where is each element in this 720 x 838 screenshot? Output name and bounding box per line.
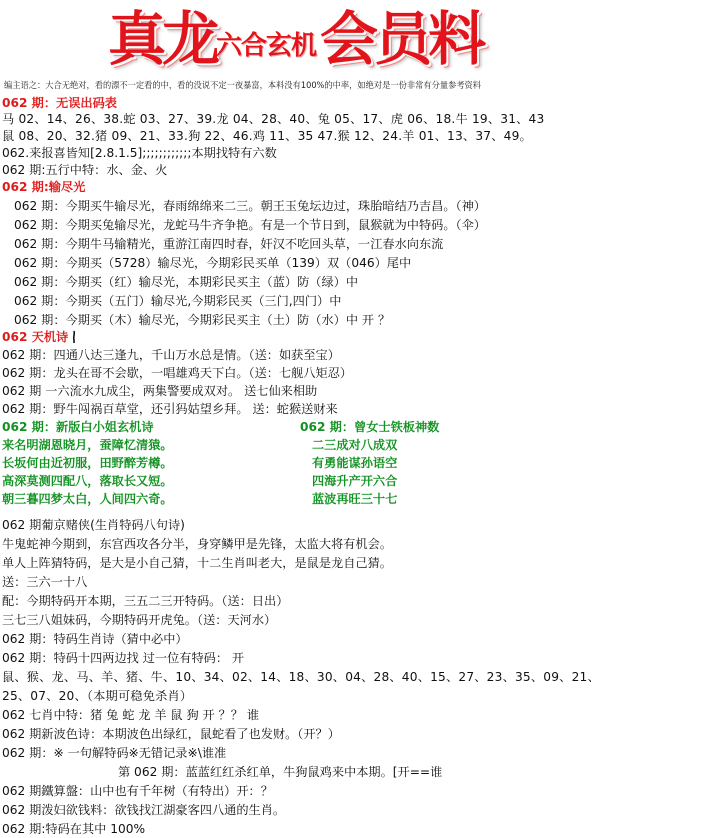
xi-line: 062.来报喜皆知[2.8.1.5];;;;;;;;;;;;本期找特有六数 — [2, 146, 277, 160]
green-left-line-3: 高深莫测四配八，落取长又短。 — [2, 474, 173, 488]
misc-line-1: 062 期葡京赌侠(生肖特码八句诗) — [2, 518, 185, 532]
banner-char-2: 龙 — [162, 5, 217, 73]
shujin-line-7: 062 期：今期买（木）输尽光，今期彩民买主（土）防（水）中 开 ？ — [14, 313, 391, 327]
tianji-line-1: 062 期：四通八达三逢九，千山万水总是情。（送：如获至宝） — [2, 348, 340, 362]
misc-line-7: 062 期：特码生肖诗（猜中必中） — [2, 632, 188, 646]
section-title-table: 062 期：无误出码表 — [2, 96, 117, 110]
tianji-line-4: 062 期：野牛闯祸百草堂，还引犸姑望乡拜。 送：蛇猴送财来 — [2, 402, 338, 416]
tianji-line-2: 062 期：龙头在哥不会歇，一唱雄鸡天下白。（送：七舰八矩忍） — [2, 366, 353, 380]
misc-line-16: 062 期泼妇欲钱料：欲钱找江湖豪客四八通的生肖。 — [2, 803, 286, 817]
misc-line-8: 062 期：特码十四两边找 过一位有特码： 开 — [2, 651, 245, 665]
shujin-line-5: 062 期：今期买（红）输尽光，本期彩民买主（蓝）防（绿）中 — [14, 275, 359, 289]
green-left-line-1: 来名明湖恩晓月，蚕障忆清猿。 — [2, 438, 173, 452]
green-right-line-1: 二三成对八成双 — [312, 438, 398, 452]
misc-line-12: 062 期新波色诗：本期波色出绿红，鼠蛇看了也发财。（开？） — [2, 727, 340, 741]
shujin-line-2: 062 期：今期买兔输尽光，龙蛇马牛齐争艳。有是一个节日到，鼠猴就为中特码。（伞） — [14, 218, 486, 232]
zodiac-row-2: 鼠 08、20、32.猪 09、21、33.狗 22、46.鸡 11、35 47.猴 12、24.羊 01、13、37、49。 — [2, 129, 532, 143]
misc-line-3: 单人上阵猜特码，是大是小自己猜，十二生肖叫老大，是鼠是龙自己猜。 — [2, 556, 392, 570]
green-left-line-4: 朝三暮四梦太白，人间四六奇。 — [2, 492, 173, 506]
green-left-title: 062 期：新版白小姐玄机诗 — [2, 420, 154, 434]
banner-small-text: 六合玄机 — [216, 31, 317, 61]
banner-char-1: 真 — [108, 5, 163, 73]
misc-line-4: 送：三六一十八 — [2, 575, 88, 589]
section-title-shujin: 062 期:输尽光 — [2, 180, 86, 194]
banner-char-3: 会 — [320, 5, 375, 73]
misc-line-5: 配：今期特码开本期，三五二三开特码。（送：日出） — [2, 594, 289, 608]
shujin-line-4: 062 期：今期买（5728）输尽光，今期彩民买单（139）双（046）尾中 — [14, 256, 412, 270]
green-right-line-3: 四海升产开六合 — [312, 474, 398, 488]
tianji-title-text: 062 天机诗 — [2, 330, 69, 344]
shujin-line-6: 062 期：今期买（五门）输尽光,今期彩民买（三门,四门）中 — [14, 294, 342, 308]
misc-line-9: 鼠、猴、龙、马、羊、猪、牛、10、34、02、14、18、30、04、28、40、15、27、23、35、09、21、 — [2, 670, 600, 684]
misc-line-2: 牛鬼蛇神今期到，东宫西攻各分半，身穿鳞甲是先锋，太监大将有机会。 — [2, 537, 392, 551]
disclaimer: 编主语之：大合无绝对，看的漂不一定看的中，看的没说不定一夜暴富，本料没有100%的中率，如绝对是一份非常有分量参考资料 — [4, 81, 482, 91]
misc-line-14: 第 062 期：蓝蓝红红杀红单，牛狗鼠鸡来中本期。[开==谁 — [118, 765, 443, 779]
green-right-line-4: 蓝波再旺三十七 — [312, 492, 398, 506]
shujin-line-1: 062 期：今期买牛输尽光，春雨绵绵来二三。朝王玉兔坛边过，珠胎暗结乃吉昌。（神） — [14, 199, 486, 213]
shujin-line-3: 062 期：今期牛马输精光，重游江南四时春，奸汉不吃回头草，一江春水向东流 — [14, 237, 444, 251]
banner — [0, 0, 720, 78]
green-left-line-2: 长坂何由近初服，田野醉芳樽。 — [2, 456, 173, 470]
brush-mark-icon — [72, 330, 76, 344]
banner-title — [108, 4, 482, 74]
misc-line-10: 25、07、20、（本期可稳免杀肖） — [2, 689, 193, 703]
banner-char-5: 料 — [428, 5, 483, 73]
misc-line-6: 三七三八姐妹码，今期特码开虎兔。（送：天河水） — [2, 613, 277, 627]
banner-char-4: 员 — [374, 5, 429, 73]
zodiac-row-1: 马 02、14、26、38.蛇 03、27、39.龙 04、28、40、兔 05、17、虎 06、18.牛 19、31、43 — [2, 112, 545, 126]
misc-line-17: 062 期:特码在其中 100% — [2, 822, 146, 836]
misc-line-15: 062 期鐵算盤：山中也有千年树（有特出）开：？ — [2, 784, 273, 798]
wuxing-line: 062 期:五行中特：水、金、火 — [2, 163, 168, 177]
misc-line-13: 062 期：※ 一句解特码※无错记录※\谁准 — [2, 746, 227, 760]
section-title-tianji — [2, 330, 76, 345]
green-right-title: 062 期：曾女士铁板神数 — [300, 420, 440, 434]
green-right-line-2: 有勇能谋孙语空 — [312, 456, 398, 470]
tianji-line-3: 062 期 一六流水九成尘，两集警要成双对。 送七仙来相助 — [2, 384, 318, 398]
misc-line-11: 062 七肖中特：猪 兔 蛇 龙 羊 鼠 狗 开 ？？ 谁 — [2, 708, 260, 722]
